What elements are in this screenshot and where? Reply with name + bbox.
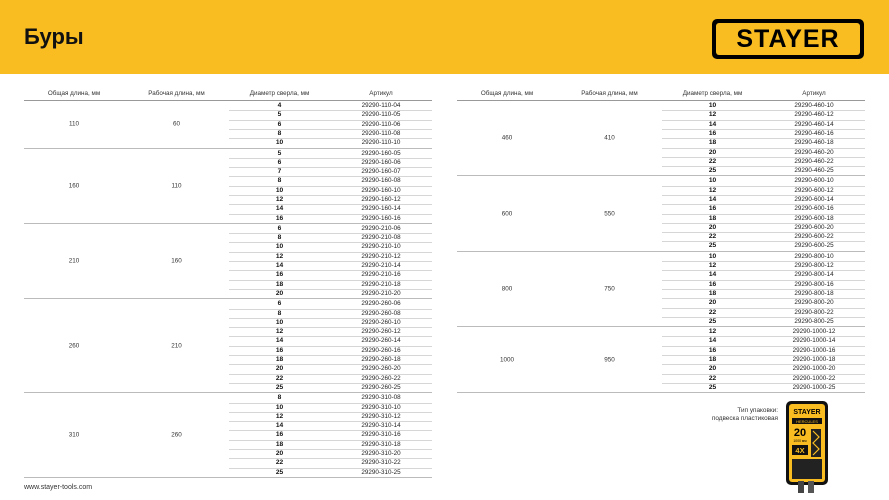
article-number: 29290-210-16 <box>361 271 401 279</box>
drill-diameter: 18 <box>275 440 284 448</box>
article-number: 29290-210-12 <box>361 252 401 260</box>
article-number: 29290-260-20 <box>361 365 401 373</box>
article-number: 29290-260-12 <box>361 328 401 336</box>
article-number: 29290-1000-20 <box>792 365 836 373</box>
total-length: 310 <box>68 431 80 439</box>
article-number: 29290-600-16 <box>794 205 834 213</box>
article-number: 29290-110-05 <box>361 111 401 119</box>
drill-diameter: 25 <box>708 383 717 391</box>
article-number: 29290-160-07 <box>361 168 401 176</box>
column-header: Артикул <box>369 90 393 97</box>
drill-diameter: 10 <box>275 186 284 194</box>
article-number: 29290-1000-12 <box>792 328 836 336</box>
drill-diameter: 7 <box>277 168 282 176</box>
drill-diameter: 4 <box>277 102 282 109</box>
article-number: 29290-460-10 <box>794 102 834 109</box>
drill-diameter: 6 <box>277 224 282 232</box>
article-number: 29290-800-18 <box>794 289 834 297</box>
article-number: 29290-460-18 <box>794 139 834 147</box>
article-number: 29290-460-25 <box>794 167 834 175</box>
package-series: HERCULES <box>796 418 818 424</box>
drill-diameter: 14 <box>708 195 717 203</box>
drill-diameter: 16 <box>275 271 284 279</box>
article-number: 29290-310-20 <box>361 450 401 458</box>
article-number: 29290-160-06 <box>361 158 401 166</box>
drill-diameter: 20 <box>275 450 284 458</box>
drill-diameter: 10 <box>275 243 284 251</box>
working-length: 750 <box>604 285 615 293</box>
article-number: 29290-460-12 <box>794 111 834 119</box>
drill-diameter: 8 <box>277 394 282 402</box>
drill-diameter: 22 <box>708 374 717 382</box>
drill-diameter: 18 <box>275 356 284 364</box>
column-header: Рабочая длина, мм <box>148 90 205 97</box>
article-number: 29290-260-08 <box>361 309 401 317</box>
drill-diameter: 16 <box>275 214 284 222</box>
drill-diameter: 6 <box>277 120 282 128</box>
drill-diameter: 10 <box>708 177 717 185</box>
table-group <box>457 176 865 251</box>
article-number: 29290-310-10 <box>361 403 401 411</box>
article-number: 29290-1000-25 <box>792 383 836 391</box>
table-header-row <box>24 88 432 101</box>
article-number: 29290-460-20 <box>794 148 834 156</box>
drill-diameter: 18 <box>708 214 717 222</box>
article-number: 29290-310-22 <box>361 459 401 467</box>
drill-diameter: 20 <box>708 148 717 156</box>
drill-diameter: 20 <box>275 289 284 297</box>
drill-diameter: 8 <box>277 234 282 242</box>
page-title: Буры <box>24 24 84 49</box>
table-group <box>457 252 865 327</box>
package-length: 1000 мм <box>793 439 807 443</box>
article-number: 29290-310-16 <box>361 431 401 439</box>
article-number: 29290-800-10 <box>794 252 834 260</box>
article-number: 29290-110-10 <box>361 139 401 147</box>
drill-diameter: 12 <box>275 412 284 420</box>
column-header: Общая длина, мм <box>480 90 534 97</box>
drill-diameter: 22 <box>275 459 284 467</box>
article-number: 29290-1000-22 <box>792 374 836 382</box>
drill-diameter: 12 <box>708 111 717 119</box>
drill-diameter: 12 <box>275 328 284 336</box>
table-group <box>24 393 432 478</box>
package-brand: STAYER <box>793 409 821 416</box>
article-number: 29290-800-22 <box>794 308 834 316</box>
article-number: 29290-800-25 <box>794 317 834 325</box>
working-length: 110 <box>171 182 182 190</box>
column-header: Рабочая длина, мм <box>581 90 638 97</box>
drill-diameter: 8 <box>277 309 282 317</box>
drill-diameter: 14 <box>708 271 717 279</box>
total-length: 800 <box>501 285 513 293</box>
working-length: 210 <box>171 342 182 350</box>
drill-diameter: 16 <box>708 280 717 288</box>
article-number: 29290-800-12 <box>794 262 834 270</box>
drill-table-left <box>24 88 432 478</box>
article-number: 29290-160-12 <box>361 196 401 203</box>
drill-diameter: 25 <box>708 317 717 325</box>
total-length: 600 <box>501 210 513 218</box>
working-length: 410 <box>604 134 615 142</box>
article-number: 29290-260-10 <box>361 318 401 326</box>
article-number: 29290-800-14 <box>794 271 834 279</box>
drill-diameter: 12 <box>275 196 284 203</box>
drill-diameter: 14 <box>275 205 284 213</box>
drill-diameter: 12 <box>275 252 284 260</box>
article-number: 29290-310-14 <box>361 422 401 430</box>
table-group <box>457 101 865 176</box>
column-header: Диаметр сверла, мм <box>682 90 743 97</box>
total-length: 160 <box>68 182 80 190</box>
total-length: 1000 <box>499 356 514 364</box>
working-length: 160 <box>171 257 182 265</box>
article-number: 29290-310-08 <box>361 394 401 402</box>
drill-diameter: 12 <box>708 186 717 194</box>
drill-diameter: 10 <box>275 318 284 326</box>
article-number: 29290-160-08 <box>361 177 401 185</box>
drill-diameter: 22 <box>708 157 717 165</box>
article-number: 29290-210-18 <box>361 280 401 288</box>
drill-diameter: 8 <box>277 177 282 185</box>
drill-diameter: 14 <box>708 337 717 345</box>
article-number: 29290-600-22 <box>794 233 834 241</box>
table-header-row <box>457 88 865 101</box>
total-length: 460 <box>501 134 513 142</box>
article-number: 29290-210-06 <box>361 224 401 232</box>
article-number: 29290-210-10 <box>361 243 401 251</box>
table-group <box>24 149 432 224</box>
package-size: 20 <box>793 427 807 439</box>
drill-diameter: 18 <box>708 289 717 297</box>
column-header: Общая длина, мм <box>47 90 101 97</box>
drill-diameter: 18 <box>708 356 717 364</box>
packaging-label <box>700 407 778 423</box>
article-number: 29290-1000-16 <box>792 346 836 354</box>
article-number: 29290-600-18 <box>794 214 834 222</box>
article-number: 29290-160-10 <box>361 186 401 194</box>
article-number: 29290-160-14 <box>361 205 401 213</box>
drill-diameter: 10 <box>708 102 717 109</box>
drill-diameter: 16 <box>275 346 284 354</box>
drill-diameter: 16 <box>708 346 717 354</box>
drill-diameter: 6 <box>277 300 282 308</box>
drill-diameter: 6 <box>277 158 282 166</box>
drill-diameter: 18 <box>708 139 717 147</box>
drill-diameter: 12 <box>708 262 717 270</box>
drill-diameter: 5 <box>277 149 282 157</box>
drill-diameter: 10 <box>275 139 284 147</box>
article-number: 29290-800-16 <box>794 280 834 288</box>
article-number: 29290-260-14 <box>361 337 401 345</box>
article-number: 29290-260-06 <box>361 300 401 308</box>
drill-diameter: 5 <box>277 111 282 119</box>
drill-diameter: 25 <box>708 242 717 250</box>
article-number: 29290-1000-14 <box>792 337 836 345</box>
article-number: 29290-460-16 <box>794 129 834 137</box>
article-number: 29290-110-08 <box>361 129 401 137</box>
article-number: 29290-600-25 <box>794 242 834 250</box>
article-number: 29290-210-20 <box>361 289 401 297</box>
drill-diameter: 25 <box>275 468 284 476</box>
article-number: 29290-260-22 <box>361 374 401 382</box>
drill-diameter: 10 <box>708 252 717 260</box>
total-length: 260 <box>68 342 80 350</box>
drill-diameter: 12 <box>708 328 717 336</box>
drill-diameter: 16 <box>275 431 284 439</box>
drill-diameter: 22 <box>708 308 717 316</box>
package-badge: 4X <box>795 446 805 455</box>
brand-logo-text: STAYER <box>716 23 860 55</box>
article-number: 29290-260-18 <box>361 356 401 364</box>
column-header: Диаметр сверла, мм <box>249 90 310 97</box>
drill-table-right <box>457 88 865 393</box>
drill-diameter: 20 <box>275 365 284 373</box>
drill-diameter: 16 <box>708 205 717 213</box>
drill-diameter: 20 <box>708 299 717 307</box>
column-header: Артикул <box>802 90 826 97</box>
article-number: 29290-110-04 <box>361 102 401 109</box>
article-number: 29290-600-20 <box>794 223 834 231</box>
article-number: 29290-110-06 <box>361 120 401 128</box>
article-number: 29290-210-14 <box>361 262 401 270</box>
drill-diameter: 22 <box>275 374 284 382</box>
article-number: 29290-260-25 <box>361 383 401 391</box>
drill-diameter: 8 <box>277 129 282 137</box>
article-number: 29290-160-16 <box>361 214 401 222</box>
table-group <box>24 101 432 149</box>
drill-diameter: 25 <box>708 167 717 175</box>
article-number: 29290-1000-18 <box>792 356 836 364</box>
drill-diameter: 25 <box>275 383 284 391</box>
drill-diameter: 14 <box>275 262 284 270</box>
working-length: 60 <box>172 120 180 128</box>
article-number: 29290-460-22 <box>794 157 834 165</box>
drill-diameter: 20 <box>708 223 717 231</box>
drill-diameter: 14 <box>708 120 717 128</box>
drill-diameter: 20 <box>708 365 717 373</box>
drill-diameter: 10 <box>275 403 284 411</box>
working-length: 260 <box>171 431 182 439</box>
total-length: 210 <box>68 257 80 265</box>
table-group <box>457 327 865 393</box>
packaging-label-line1: Тип упаковки: <box>737 407 778 414</box>
article-number: 29290-600-12 <box>794 186 834 194</box>
article-number: 29290-310-18 <box>361 440 401 448</box>
article-number: 29290-260-16 <box>361 346 401 354</box>
drill-diameter: 14 <box>275 422 284 430</box>
table-group <box>24 299 432 393</box>
packaging-label-line2: подвеска пластиковая <box>711 415 778 422</box>
article-number: 29290-800-20 <box>794 299 834 307</box>
drill-diameter: 18 <box>275 280 284 288</box>
article-number: 29290-310-12 <box>361 412 401 420</box>
brand-logo <box>712 19 864 59</box>
drill-diameter: 16 <box>708 129 717 137</box>
article-number: 29290-600-14 <box>794 195 834 203</box>
table-group <box>24 224 432 299</box>
drill-diameter: 14 <box>275 337 284 345</box>
footer-url: www.stayer-tools.com <box>24 484 93 491</box>
total-length: 110 <box>68 120 80 128</box>
article-number: 29290-600-10 <box>794 177 834 185</box>
package-image <box>784 401 830 493</box>
working-length: 550 <box>604 210 615 218</box>
article-number: 29290-160-05 <box>361 149 401 157</box>
article-number: 29290-210-08 <box>361 234 401 242</box>
article-number: 29290-460-14 <box>794 120 834 128</box>
article-number: 29290-310-25 <box>361 468 401 476</box>
drill-diameter: 22 <box>708 233 717 241</box>
working-length: 950 <box>604 356 615 364</box>
